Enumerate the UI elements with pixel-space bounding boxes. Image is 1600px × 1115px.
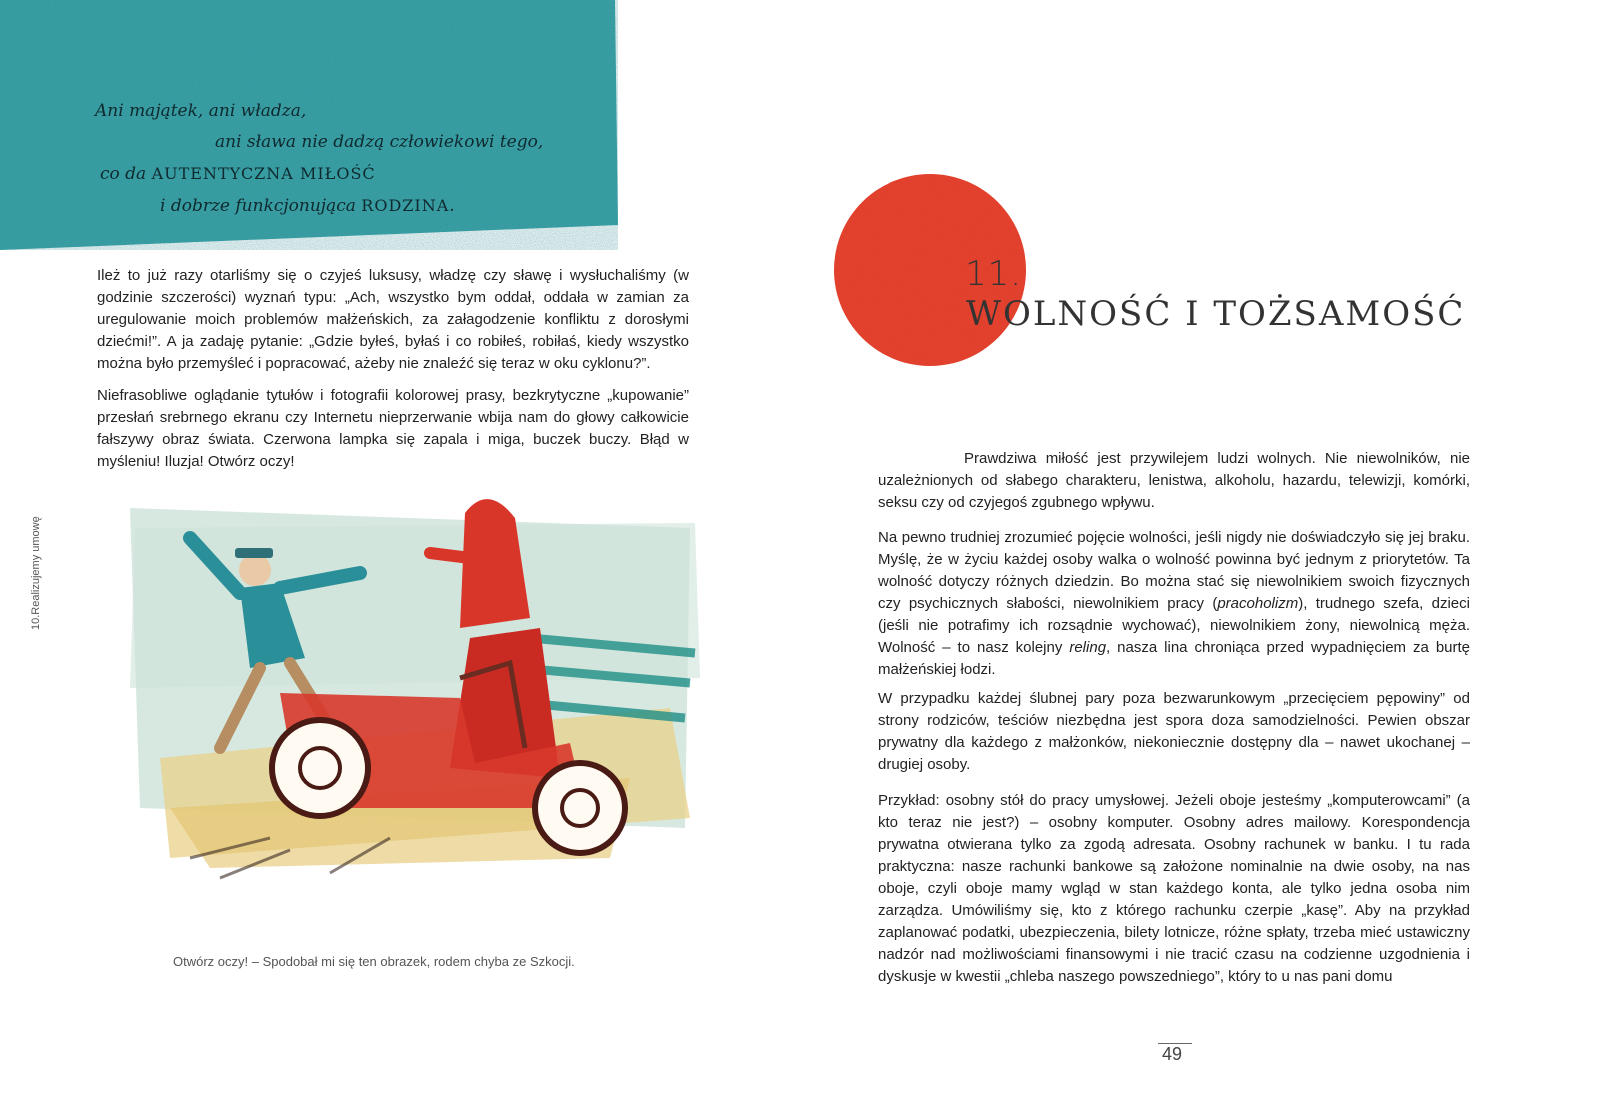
emphasis-workaholism: pracoholizm: [1217, 595, 1299, 612]
right-page: [800, 0, 1600, 1115]
quote-emphasis-love: AUTENTYCZNA MIŁOŚĆ: [151, 164, 376, 183]
right-paragraph-2: Na pewno trudniej zrozumieć pojęcie wolności, jeśli nigdy nie doświadczyło się jej braku. Myślę, że w życiu każdej osoby walka o wolność powinna być jednym z priorytetów. Ta wolność dotyczy różnych dziedzin. Bo można stać się niewolnikiem swoich fizycznych czy psychicznych słabości, niewolnikiem pracy (pracoholizm), trudnego szefa, dzieci (jeśli nie potrafimy ich rozsądnie wychować), niewolnikiem żony, niewolnicą męża. Wolność – to nasz kolejny reling, nasza lina chroniąca przed wypadnięciem za burtę małżeńskiej łodzi.: [878, 529, 1471, 678]
quote-line-1: Ani majątek, ani władza,: [95, 101, 307, 121]
left-paragraph-2: Niefrasobliwe oglądanie tytułów i fotografii kolorowej prasy, bezkrytyczne „kupowanie” przesłań srebrnego ekranu czy Internetu nieprzerwanie wbija nam do głowy całkowicie fałszywy obraz świata. Czerwona lampka się zapala i miga, buczek buczy. Błąd w myśleniu! Iluzja! Otwórz oczy!: [97, 387, 689, 470]
right-paragraph-4: Przykład: osobny stół do pracy umysłowej. Jeżeli oboje jesteśmy „komputerowcami” (a kto teraz nie jest?) – osobny komputer. Osobny adres mailowy. Korespondencja prywatna otwierana tylko za zgodą adresata. Osobny rachunek w banku. I tu rada praktyczna: nasze rachunki bankowe są założone nominalnie na dwie osoby, na nas oboje, czyli oboje mamy wgląd w stan każdego konta, ale tylko jedna osoba nim zarządza. Umówiliśmy się, kto z którego rachunku czerpie „kasę”. Aby na przykład zaplanować podatki, ubezpieczenia, bilety lotnicze, różne spłaty, trzeba mieć ustawiczny nadzór nad możliwościami finansowymi i nie tracić czasu na codzienne uzgodnienia i dyskusje w kwestii „chleba naszego powszedniego”, który to u nas pani domu: [878, 792, 1470, 985]
quote-emphasis-family: RODZINA: [361, 196, 450, 215]
quote-line-3: co da AUTENTYCZNA MIŁOŚĆ: [100, 164, 376, 184]
right-paragraph-3: W przypadku każdej ślubnej pary poza bezwarunkowym „przecięciem pępowiny” od strony rodziców, teściów niezbędna jest spora doza samodzielności. Pewien obszar prywatny dla każdego z małżonków, niekoniecznie dostępny dla – nawet ukochanej – drugiej osoby.: [878, 690, 1470, 773]
illustration-caption: Otwórz oczy! – Spodobał mi się ten obrazek, rodem chyba ze Szkocji.: [173, 954, 575, 969]
quote-line-2: ani sława nie dadzą człowiekowi tego,: [215, 132, 544, 152]
car-illustration: [130, 478, 700, 918]
left-paragraph-1: Ileż to już razy otarliśmy się o czyjeś luksusy, władzę czy sławę i wysłuchaliśmy (w godzinie szczerości) wyznań typu: „Ach, wszystko bym oddał, oddała w zamian za uregulowanie moich problemów małżeńskich, za załagodzenie konfliktu z dorosłymi dziećmi!”. A ja zadaję pytanie: „Gdzie byłeś, byłaś i co robiłeś, robiłaś, kiedy wszystko można było przemyśleć i popracować, ażeby nie znaleźć się teraz w oku cyklonu?”.: [97, 267, 689, 372]
pull-quote: [0, 96, 620, 222]
right-paragraph-1: Prawdziwa miłość jest przywilejem ludzi wolnych. Nie niewolników, nie uzależnionych od słabego charakteru, lenistwa, alkoholu, hazardu, telewizji, komórki, seksu czy od czyjegoś zgubnego wpływu.: [878, 450, 1470, 511]
emphasis-railing: reling: [1069, 639, 1107, 656]
running-section-label: 10.Realizujemy umowę: [30, 516, 42, 630]
page-number: 49: [1162, 1044, 1183, 1064]
left-page: [0, 0, 780, 1115]
chapter-number: 11.: [965, 254, 1023, 294]
chapter-title: WOLNOŚĆ I TOŻSAMOŚĆ: [966, 294, 1466, 334]
quote-line-4: i dobrze funkcjonująca RODZINA.: [160, 196, 455, 216]
